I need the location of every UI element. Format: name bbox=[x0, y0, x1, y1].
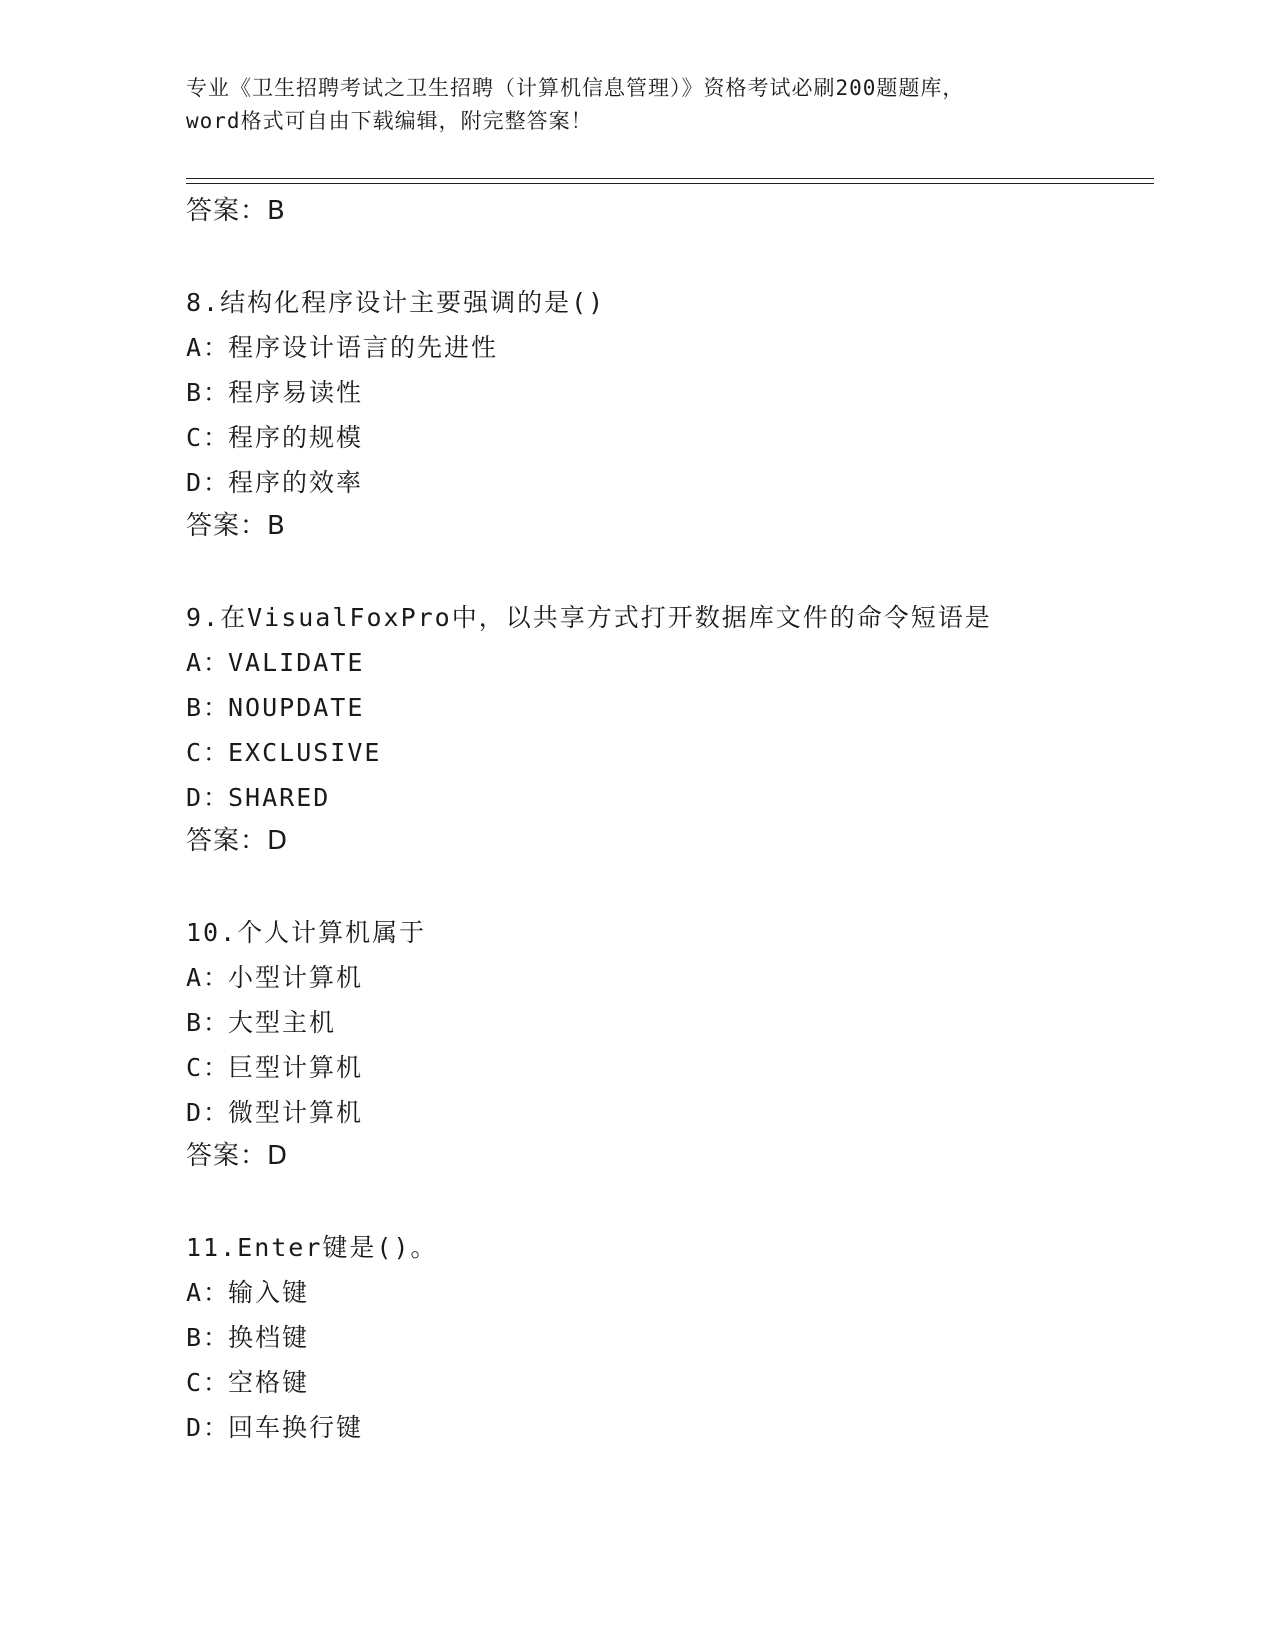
question-title: 10.个人计算机属于 bbox=[186, 918, 427, 947]
option-a bbox=[186, 955, 1146, 1000]
option-key: D： bbox=[186, 1098, 231, 1127]
option-key: D： bbox=[186, 468, 231, 497]
option-a bbox=[186, 1270, 1146, 1315]
option-key: A： bbox=[186, 333, 231, 362]
option-key: B： bbox=[186, 1008, 231, 1037]
option-text: 巨型计算机 bbox=[228, 1053, 364, 1082]
option-a bbox=[186, 640, 1146, 685]
option-c bbox=[186, 415, 1146, 460]
question-list bbox=[186, 190, 1146, 1450]
option-key: B： bbox=[186, 378, 231, 407]
option-key: D： bbox=[186, 783, 231, 812]
option-text: 微型计算机 bbox=[228, 1098, 364, 1127]
option-b bbox=[186, 1315, 1146, 1360]
header-rule-bottom bbox=[186, 183, 1154, 184]
option-d bbox=[186, 460, 1146, 505]
option-b bbox=[186, 1000, 1146, 1045]
document-header bbox=[186, 72, 1106, 138]
option-key: C： bbox=[186, 738, 231, 767]
question-11 bbox=[186, 1225, 1146, 1450]
option-c bbox=[186, 1045, 1146, 1090]
question-9 bbox=[186, 595, 1146, 862]
answer-line: 答案：D bbox=[186, 826, 289, 856]
option-key: C： bbox=[186, 1053, 231, 1082]
option-c bbox=[186, 1360, 1146, 1405]
option-d bbox=[186, 775, 1146, 820]
option-key: A： bbox=[186, 648, 231, 677]
option-text: SHARED bbox=[228, 783, 331, 812]
answer-line: 答案：B bbox=[186, 511, 286, 541]
header-line-1: 专业《卫生招聘考试之卫生招聘（计算机信息管理）》资格考试必刷200题题库， bbox=[186, 76, 965, 100]
option-b bbox=[186, 370, 1146, 415]
option-key: A： bbox=[186, 1278, 231, 1307]
option-key: C： bbox=[186, 1368, 231, 1397]
option-b bbox=[186, 685, 1146, 730]
option-text: 小型计算机 bbox=[228, 963, 364, 992]
option-text: 输入键 bbox=[228, 1278, 310, 1307]
option-text: EXCLUSIVE bbox=[228, 738, 382, 767]
header-line-2: word格式可自由下载编辑，附完整答案！ bbox=[186, 109, 593, 133]
option-text: 程序易读性 bbox=[228, 378, 364, 407]
answer-line-prev: 答案：B bbox=[186, 196, 286, 226]
question-title: 8.结构化程序设计主要强调的是() bbox=[186, 288, 606, 317]
question-title: 9.在VisualFoxPro中，以共享方式打开数据库文件的命令短语是 bbox=[186, 603, 992, 632]
option-a bbox=[186, 325, 1146, 370]
option-key: B： bbox=[186, 1323, 231, 1352]
option-text: 空格键 bbox=[228, 1368, 310, 1397]
option-key: B： bbox=[186, 693, 231, 722]
option-text: 换档键 bbox=[228, 1323, 310, 1352]
option-text: 大型主机 bbox=[228, 1008, 337, 1037]
option-text: 程序的效率 bbox=[228, 468, 364, 497]
answer-line: 答案：D bbox=[186, 1141, 289, 1171]
header-rule-top bbox=[186, 178, 1154, 179]
option-c bbox=[186, 730, 1146, 775]
question-10 bbox=[186, 910, 1146, 1177]
question-title: 11.Enter键是()。 bbox=[186, 1233, 438, 1262]
option-key: C： bbox=[186, 423, 231, 452]
option-text: 回车换行键 bbox=[228, 1413, 364, 1442]
option-text: NOUPDATE bbox=[228, 693, 365, 722]
option-d bbox=[186, 1090, 1146, 1135]
option-text: VALIDATE bbox=[228, 648, 365, 677]
option-text: 程序设计语言的先进性 bbox=[228, 333, 499, 362]
option-key: D： bbox=[186, 1413, 231, 1442]
option-d bbox=[186, 1405, 1146, 1450]
option-key: A： bbox=[186, 963, 231, 992]
question-8 bbox=[186, 280, 1146, 547]
option-text: 程序的规模 bbox=[228, 423, 364, 452]
